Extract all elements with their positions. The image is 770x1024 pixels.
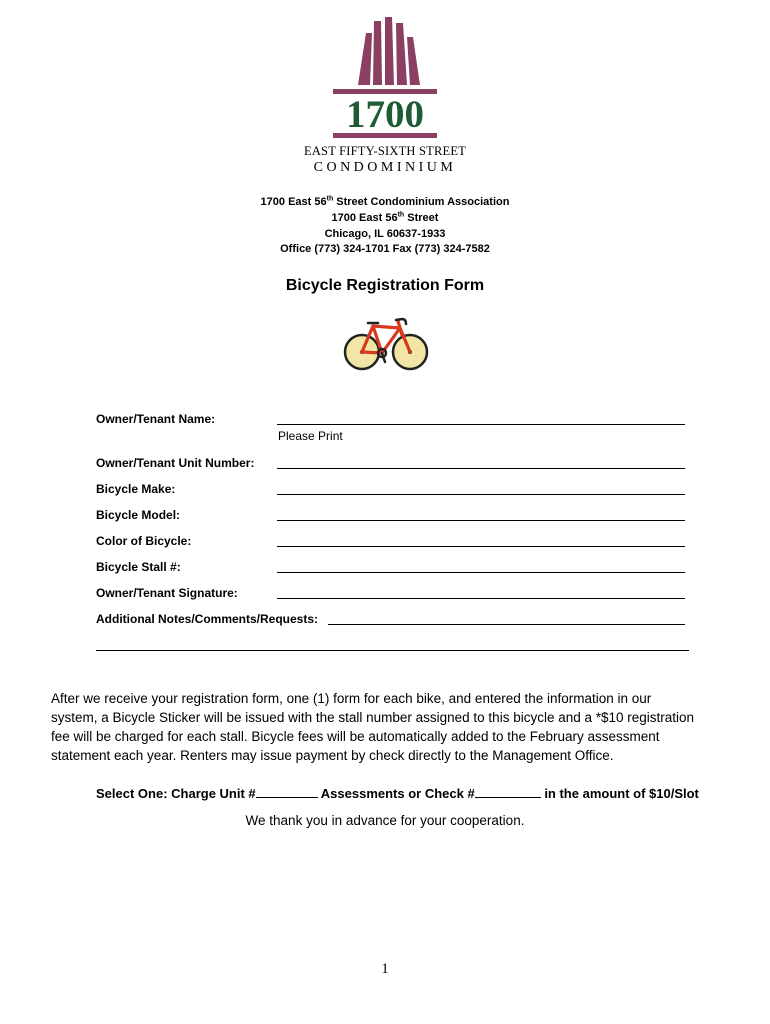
signature-label: Owner/Tenant Signature:	[96, 586, 238, 600]
instructions-line-3: fee will be charged for each stall. Bicycle fees will be automatically added to the February assessment	[51, 729, 660, 744]
payment-selection	[96, 785, 699, 801]
bicycle-stall-label: Bicycle Stall #:	[96, 560, 181, 574]
bicycle-icon	[340, 311, 432, 375]
bicycle-model-field[interactable]	[277, 508, 685, 521]
owner-name-label: Owner/Tenant Name:	[96, 412, 216, 426]
bicycle-color-label: Color of Bicycle:	[96, 534, 192, 548]
unit-number-label: Owner/Tenant Unit Number:	[96, 456, 255, 470]
payment-suffix: in the amount of $10/Slot	[540, 786, 699, 801]
bicycle-color-field[interactable]	[277, 534, 685, 547]
instructions-line-4: statement each year. Renters may issue payment by check directly to the Management Office.	[51, 748, 614, 763]
page-number: 1	[381, 961, 389, 977]
payment-middle: Assessments or Check #	[317, 786, 475, 801]
logo-street-name: EAST FIFTY-SIXTH STREET	[303, 144, 467, 158]
logo-number: 1700	[346, 93, 424, 136]
check-number-field[interactable]	[475, 785, 541, 798]
association-name: 1700 East 56th Street Condominium Association	[260, 195, 510, 208]
bicycle-make-field[interactable]	[277, 482, 685, 495]
form-title: Bicycle Registration Form	[285, 277, 485, 294]
bicycle-make-label: Bicycle Make:	[96, 482, 176, 496]
bicycle-stall-field[interactable]	[277, 560, 685, 573]
notes-field[interactable]	[328, 612, 685, 625]
notes-field-line-2[interactable]	[96, 638, 689, 651]
owner-name-field[interactable]	[277, 412, 685, 425]
unit-number-field[interactable]	[277, 456, 685, 469]
please-print-hint: Please Print	[278, 429, 343, 443]
payment-prefix: Select One: Charge Unit #	[96, 786, 256, 801]
logo-condominium: CONDOMINIUM	[313, 160, 457, 175]
association-phone: Office (773) 324-1701 Fax (773) 324-7582	[280, 243, 490, 255]
instructions-line-2: system, a Bicycle Sticker will be issued with the stall number assigned to this bicycle and a *$10 registration	[51, 710, 695, 725]
bicycle-model-label: Bicycle Model:	[96, 508, 181, 522]
charge-unit-field[interactable]	[256, 785, 318, 798]
signature-field[interactable]	[277, 586, 685, 599]
association-street: 1700 East 56th Street	[331, 211, 439, 224]
thank-you-note: We thank you in advance for your cooperation.	[245, 813, 525, 828]
notes-label: Additional Notes/Comments/Requests:	[96, 612, 319, 626]
association-city: Chicago, IL 60637-1933	[324, 228, 446, 240]
instructions-line-1: After we receive your registration form, one (1) form for each bike, and entered the information in our	[51, 691, 652, 706]
